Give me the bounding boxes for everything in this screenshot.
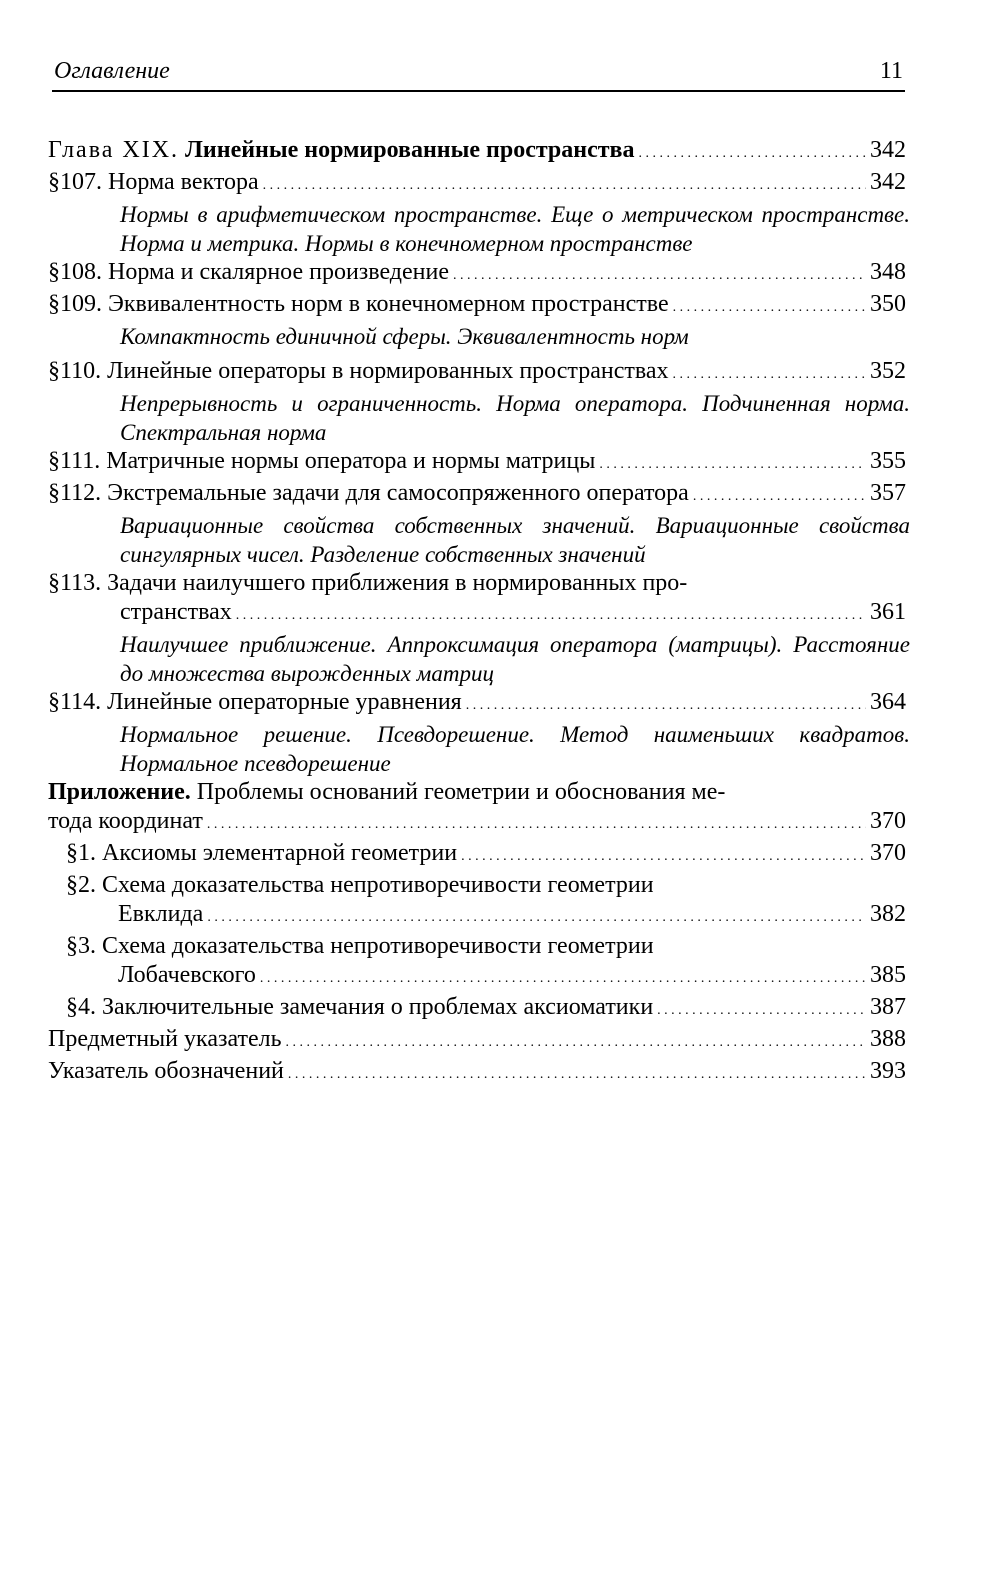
section-title: Заключительные замечания о проблемах аксиоматики bbox=[102, 994, 654, 1020]
appendix-title-line1: Проблемы оснований геометрии и обоснования ме- bbox=[196, 779, 726, 805]
section-number: §110. bbox=[48, 358, 102, 384]
leader-dots bbox=[286, 1025, 866, 1057]
notation-index-page: 393 bbox=[870, 1058, 906, 1084]
chapter-title: Линейные нормированные пространства bbox=[185, 137, 635, 163]
running-header bbox=[52, 52, 905, 92]
section-number: §114. bbox=[48, 689, 102, 715]
section-title: Экстремальные задачи для самосопряженного оператора bbox=[107, 480, 689, 506]
section-title: Матричные нормы оператора и нормы матрицы bbox=[106, 448, 596, 474]
section-title: Линейные операторные уравнения bbox=[107, 689, 462, 715]
leader-dots bbox=[263, 168, 866, 200]
toc-entry-108[interactable] bbox=[48, 258, 906, 290]
section-page: 355 bbox=[870, 448, 906, 474]
section-page: 385 bbox=[870, 962, 906, 988]
section-title: Эквивалентность норм в конечномерном пространстве bbox=[108, 291, 669, 317]
leader-dots bbox=[466, 688, 866, 720]
leader-dots bbox=[657, 993, 866, 1025]
section-description: Нормы в арифметическом пространстве. Еще о метрическом пространстве. Норма и метрика. Нормы в конечномерном пространстве bbox=[120, 202, 910, 256]
section-page: 352 bbox=[870, 358, 906, 384]
section-number: §111. bbox=[48, 448, 101, 474]
toc-appendix-section-2[interactable] bbox=[48, 871, 906, 900]
section-page: 387 bbox=[870, 994, 906, 1020]
table-of-contents bbox=[48, 136, 910, 1089]
appendix-label: Приложение. bbox=[48, 779, 191, 805]
section-description: Непрерывность и ограниченность. Норма оператора. Подчиненная норма. Спектральная норма bbox=[120, 391, 910, 445]
leader-dots bbox=[461, 839, 866, 871]
section-title: Линейные операторы в нормированных пространствах bbox=[107, 358, 669, 384]
section-title-line1: Схема доказательства непротиворечивости геометрии bbox=[102, 933, 654, 959]
section-page: 370 bbox=[870, 840, 906, 866]
section-page: 348 bbox=[870, 259, 906, 285]
appendix-page: 370 bbox=[870, 808, 906, 834]
leader-dots bbox=[207, 807, 866, 839]
header-page-number: 11 bbox=[879, 58, 903, 84]
section-page: 357 bbox=[870, 480, 906, 506]
leader-dots bbox=[207, 900, 866, 932]
section-number: §2. bbox=[66, 872, 96, 898]
section-title-line1: Схема доказательства непротиворечивости геометрии bbox=[102, 872, 654, 898]
leader-dots bbox=[236, 598, 866, 630]
toc-entry-113[interactable] bbox=[48, 569, 906, 598]
toc-appendix-cont[interactable] bbox=[48, 807, 906, 839]
section-number: §1. bbox=[66, 840, 96, 866]
leader-dots bbox=[599, 447, 866, 479]
toc-entry-112[interactable] bbox=[48, 479, 906, 511]
toc-chapter-entry[interactable] bbox=[48, 136, 906, 168]
appendix-title-line2: тода координат bbox=[48, 808, 203, 834]
leader-dots bbox=[673, 357, 866, 389]
leader-dots bbox=[673, 290, 866, 322]
toc-entry-111[interactable] bbox=[48, 447, 906, 479]
toc-appendix-entry[interactable] bbox=[48, 778, 906, 807]
section-description: Вариационные свойства собственных значений. Вариационные свойства сингулярных чисел. Разделение собственных значений bbox=[120, 513, 910, 567]
section-title: Аксиомы элементарной геометрии bbox=[102, 840, 458, 866]
toc-entry-109[interactable] bbox=[48, 290, 906, 322]
toc-appendix-section-3-cont[interactable] bbox=[48, 961, 906, 993]
leader-dots bbox=[453, 258, 866, 290]
subject-index-title: Предметный указатель bbox=[48, 1026, 282, 1052]
leader-dots bbox=[639, 136, 866, 168]
section-number: §108. bbox=[48, 259, 102, 285]
section-description: Нормальное решение. Псевдорешение. Метод наименьших квадратов. Нормальное псевдорешение bbox=[120, 722, 910, 776]
section-title-line2: странствах bbox=[120, 599, 232, 625]
section-number: §4. bbox=[66, 994, 96, 1020]
leader-dots bbox=[288, 1057, 866, 1089]
toc-notation-index[interactable] bbox=[48, 1057, 906, 1089]
section-number: §3. bbox=[66, 933, 96, 959]
section-title: Норма и скалярное произведение bbox=[108, 259, 450, 285]
chapter-label: Глава XIX. bbox=[48, 137, 180, 163]
toc-appendix-section-3[interactable] bbox=[48, 932, 906, 961]
subject-index-page: 388 bbox=[870, 1026, 906, 1052]
section-page: 342 bbox=[870, 169, 906, 195]
leader-dots bbox=[693, 479, 866, 511]
toc-subject-index[interactable] bbox=[48, 1025, 906, 1057]
section-page: 364 bbox=[870, 689, 906, 715]
toc-entry-114[interactable] bbox=[48, 688, 906, 720]
section-number: §107. bbox=[48, 169, 102, 195]
section-number: §113. bbox=[48, 570, 102, 596]
section-title-line2: Евклида bbox=[118, 901, 204, 927]
toc-appendix-section-2-cont[interactable] bbox=[48, 900, 906, 932]
notation-index-title: Указатель обозначений bbox=[48, 1058, 284, 1084]
toc-entry-113-cont[interactable] bbox=[48, 598, 906, 630]
section-title-line1: Задачи наилучшего приближения в нормированных про- bbox=[107, 570, 688, 596]
section-description: Компактность единичной сферы. Эквивалентность норм bbox=[120, 324, 689, 349]
toc-entry-107[interactable] bbox=[48, 168, 906, 200]
section-page: 361 bbox=[870, 599, 906, 625]
toc-appendix-section-4[interactable] bbox=[48, 993, 906, 1025]
section-number: §109. bbox=[48, 291, 102, 317]
section-title-line2: Лобачевского bbox=[118, 962, 256, 988]
section-page: 350 bbox=[870, 291, 906, 317]
section-title: Норма вектора bbox=[108, 169, 259, 195]
section-description: Наилучшее приближение. Аппроксимация оператора (матрицы). Расстояние до множества вырожденных матриц bbox=[120, 632, 910, 686]
leader-dots bbox=[260, 961, 866, 993]
section-number: §112. bbox=[48, 480, 102, 506]
toc-appendix-section-1[interactable] bbox=[48, 839, 906, 871]
toc-entry-110[interactable] bbox=[48, 357, 906, 389]
chapter-page: 342 bbox=[870, 137, 906, 163]
section-page: 382 bbox=[870, 901, 906, 927]
header-title: Оглавление bbox=[54, 58, 170, 84]
